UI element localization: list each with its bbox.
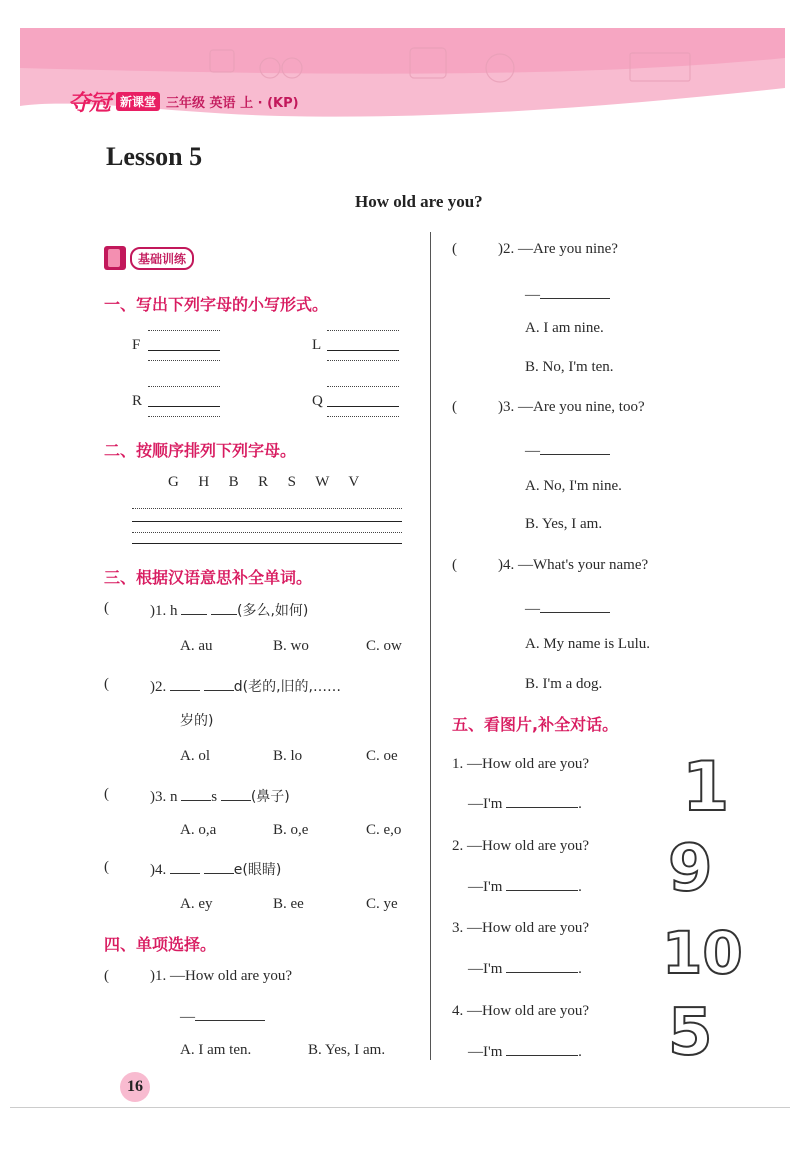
blank[interactable] (540, 440, 610, 455)
letter-Q: Q (312, 393, 323, 409)
option-b: B. lo (273, 748, 303, 764)
digit-picture-10: 10 (662, 919, 743, 987)
question-s4-2: )2. —Are you nine? (498, 241, 618, 257)
writing-line[interactable] (132, 521, 402, 522)
answer-paren[interactable]: ( (452, 241, 457, 257)
answer-paren[interactable]: ( (452, 399, 457, 415)
writing-line[interactable] (327, 350, 399, 351)
option-b: B. wo (273, 638, 309, 654)
question-s3-2-cont: 岁的) (180, 713, 214, 729)
option-b: B. ee (273, 896, 304, 912)
question-s4-4: )4. —What's your name? (498, 557, 649, 573)
digit-picture-5: 5 (668, 996, 713, 1070)
answer-s5-1: —I'm . (468, 793, 582, 813)
digit-picture-1: 1 (682, 748, 730, 827)
question-s3-3: )3. n s (鼻子) (150, 786, 290, 806)
writing-line[interactable] (148, 406, 220, 407)
option-a: A. My name is Lulu. (525, 636, 650, 652)
question-s5-3: 3. —How old are you? (452, 920, 590, 936)
option-a: A. ey (180, 896, 213, 912)
dotted-guide (132, 508, 402, 509)
blank[interactable] (221, 786, 251, 801)
digit-picture-9: 9 (668, 832, 713, 906)
option-c: C. ye (366, 896, 398, 912)
letter-L: L (312, 337, 322, 353)
writing-line[interactable] (132, 543, 402, 544)
option-b: B. Yes, I am. (308, 1042, 386, 1058)
answer-dash: — (525, 440, 610, 460)
writing-line[interactable] (327, 406, 399, 407)
section3-title: 三、根据汉语意思补全单词。 (104, 568, 313, 587)
letter-R: R (132, 393, 143, 409)
unit-title: How old are you? (355, 192, 483, 211)
dotted-guide (327, 416, 399, 417)
option-b: B. o,e (273, 822, 309, 838)
section-badge (104, 246, 194, 270)
question-s3-1: )1. h (多么,如何) (150, 600, 308, 620)
blank[interactable] (540, 284, 610, 299)
book-subtitle: 三年级 英语 上 · (KP) (166, 96, 299, 111)
section2-title: 二、按顺序排列下列字母。 (104, 441, 297, 460)
dotted-guide (327, 360, 399, 361)
dotted-guide (148, 330, 220, 331)
answer-dash: — (180, 1006, 265, 1026)
blank[interactable] (204, 676, 234, 691)
dotted-guide (148, 360, 220, 361)
question-s3-2: )2. d(老的,旧的,…… (150, 676, 341, 696)
question-s5-4: 4. —How old are you? (452, 1003, 590, 1019)
option-a: A. I am nine. (525, 320, 604, 336)
question-s5-2: 2. —How old are you? (452, 838, 590, 854)
series-name: 新课堂 (116, 92, 160, 111)
option-b: B. I'm a dog. (525, 676, 603, 692)
page-number: 16 (120, 1072, 150, 1102)
answer-dash: — (525, 598, 610, 618)
answer-s5-4: —I'm . (468, 1041, 582, 1061)
blank[interactable] (170, 676, 200, 691)
question-s3-4: )4. e(眼睛) (150, 859, 281, 879)
section5-title: 五、看图片,补全对话。 (452, 715, 619, 734)
option-a: A. I am ten. (180, 1042, 252, 1058)
dotted-guide (327, 330, 399, 331)
blank[interactable] (506, 958, 578, 973)
question-s5-1: 1. —How old are you? (452, 756, 590, 772)
book-icon (104, 246, 126, 270)
blank[interactable] (204, 859, 234, 874)
letters-to-order: G H B R S W V (168, 474, 360, 490)
blank[interactable] (181, 786, 211, 801)
option-b: B. No, I'm ten. (525, 359, 614, 375)
option-c: C. ow (366, 638, 402, 654)
dotted-guide (148, 416, 220, 417)
blank[interactable] (506, 876, 578, 891)
section1-title: 一、写出下列字母的小写形式。 (104, 295, 329, 314)
answer-paren[interactable]: ( (104, 968, 109, 984)
section4-title: 四、单项选择。 (104, 935, 217, 954)
lesson-title: Lesson 5 (106, 142, 203, 171)
answer-s5-3: —I'm . (468, 958, 582, 978)
blank[interactable] (540, 598, 610, 613)
blank[interactable] (506, 1041, 578, 1056)
option-a: A. ol (180, 748, 210, 764)
answer-paren[interactable]: ( (104, 786, 109, 802)
option-a: A. No, I'm nine. (525, 478, 622, 494)
option-b: B. Yes, I am. (525, 516, 603, 532)
blank[interactable] (195, 1006, 265, 1021)
option-a: A. o,a (180, 822, 217, 838)
answer-paren[interactable]: ( (104, 600, 109, 616)
answer-paren[interactable]: ( (452, 557, 457, 573)
blank[interactable] (506, 793, 578, 808)
blank[interactable] (181, 600, 207, 615)
column-divider (430, 232, 431, 1060)
letter-F: F (132, 337, 141, 353)
blank[interactable] (170, 859, 200, 874)
writing-line[interactable] (148, 350, 220, 351)
footer-divider (10, 1107, 790, 1108)
dotted-guide (148, 386, 220, 387)
answer-s5-2: —I'm . (468, 876, 582, 896)
option-a: A. au (180, 638, 213, 654)
dotted-guide (327, 386, 399, 387)
badge-label: 基础训练 (130, 247, 194, 270)
answer-paren[interactable]: ( (104, 676, 109, 692)
number-pictures (660, 748, 743, 1070)
dotted-guide (132, 532, 402, 533)
blank[interactable] (211, 600, 237, 615)
option-c: C. oe (366, 748, 398, 764)
answer-paren[interactable]: ( (104, 859, 109, 875)
option-c: C. e,o (366, 822, 402, 838)
brand-logo (68, 86, 299, 117)
answer-dash: — (525, 284, 610, 304)
question-s4-3: )3. —Are you nine, too? (498, 399, 645, 415)
logo-text: 夺冠 (68, 91, 111, 116)
question-s4-1: )1. —How old are you? (150, 968, 293, 984)
